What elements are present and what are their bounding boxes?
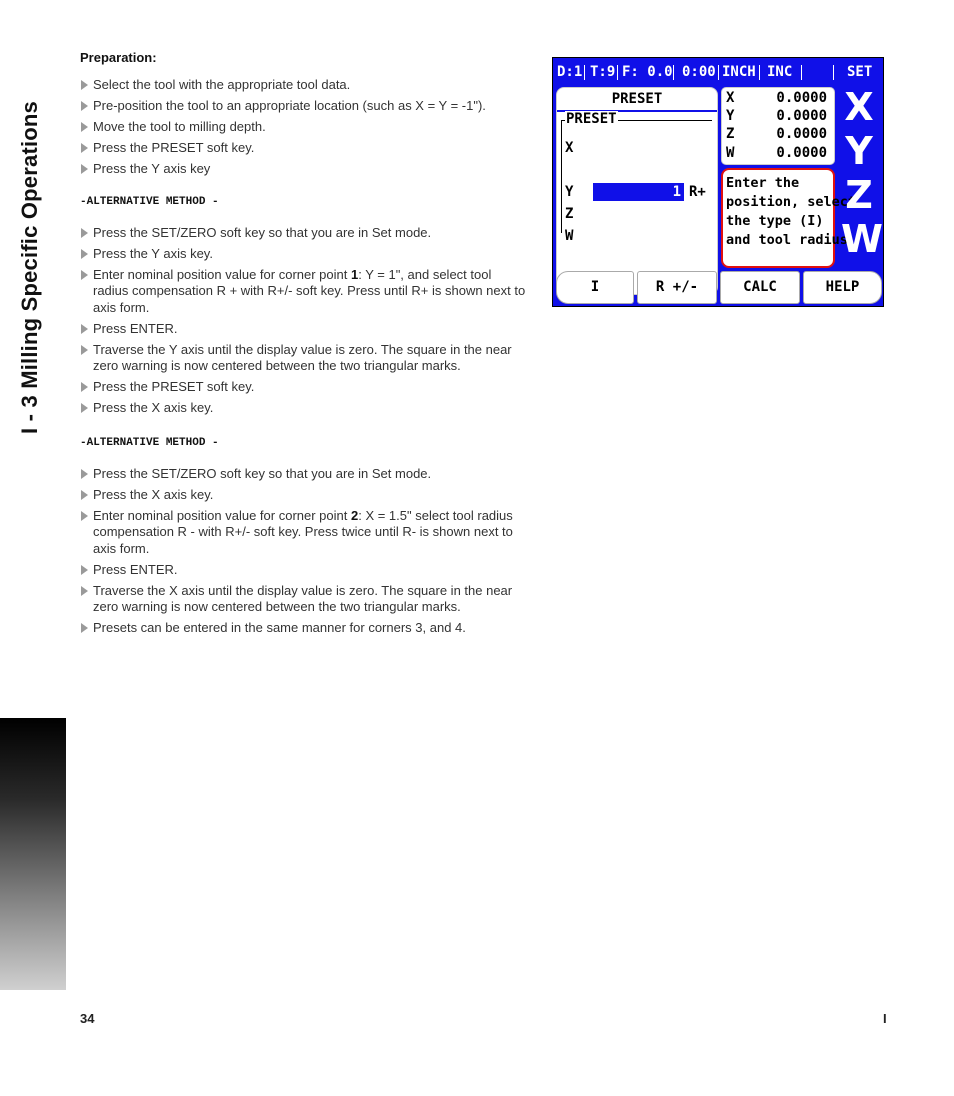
status-separator (617, 65, 618, 80)
status-separator (718, 65, 719, 80)
arrow-bullet-icon (81, 228, 88, 238)
step-text: Press the X axis key. (93, 400, 214, 415)
preset-value-input[interactable]: 1 (593, 183, 684, 201)
radius-comp-indicator: R+ (689, 184, 706, 200)
dro-readout-panel (721, 87, 835, 165)
dro-screen (552, 57, 884, 307)
arrow-bullet-icon (81, 382, 88, 392)
help-message-text: Enter the position, select the type (I) and tool radius (726, 175, 857, 248)
preset-group-label: PRESET (566, 111, 617, 127)
step-text: Press the PRESET soft key. (93, 140, 255, 155)
step-item (80, 98, 530, 115)
step-text: Press the X axis key. (93, 486, 214, 502)
step-text: Traverse the X axis until the display value is zero. The square in the near zero warning is now centered between the two triangular marks. (93, 582, 513, 614)
help-message-panel (721, 168, 857, 268)
step-item (80, 487, 530, 504)
step-item (80, 562, 530, 579)
status-mode: INC (767, 64, 793, 80)
step-item (80, 140, 530, 157)
arrow-bullet-icon (81, 565, 88, 575)
step-text: Select the tool with the appropriate tool data. (93, 77, 351, 92)
step-item (80, 161, 530, 178)
step-item (80, 321, 530, 338)
arrow-bullet-icon (81, 345, 88, 355)
arrow-bullet-icon (81, 586, 88, 596)
preset-panel-title: PRESET (557, 88, 717, 112)
step-text-before: Enter nominal position value for corner point (93, 507, 351, 523)
arrow-bullet-icon (81, 122, 88, 132)
dro-axis-label: Z (726, 126, 735, 142)
step-item (80, 466, 530, 483)
step-item (80, 267, 530, 317)
axis-key-x[interactable]: X (844, 85, 874, 129)
step-text: Presets can be entered in the same manner for corners 3, and 4. (93, 620, 466, 635)
section-letter: I (883, 1011, 887, 1026)
preset-axis-y[interactable]: Y (565, 184, 574, 200)
arrow-bullet-icon (81, 101, 88, 111)
step-item (80, 508, 530, 558)
step-text: Press ENTER. (93, 561, 178, 577)
dro-axis-value: 0.0000 (776, 126, 827, 142)
status-feed: F: 0.0 (622, 64, 673, 80)
step-text-after: : X = 1.5" select tool radius compensation R - with R+/- soft key. Press twice until R- is shown next to axis form. (93, 507, 513, 556)
status-separator (759, 65, 760, 80)
dro-axis-value: 0.0000 (776, 90, 827, 106)
arrow-bullet-icon (81, 249, 88, 259)
corner-point-number: 1 (350, 266, 359, 282)
status-datum: D:1 (557, 64, 583, 80)
step-text: Pre-position the tool to an appropriate location (such as X = Y = -1"). (93, 98, 486, 113)
step-text-before: Enter nominal position value for corner point (93, 266, 351, 282)
step-text: Press the PRESET soft key. (93, 379, 255, 394)
status-time: 0:00 (682, 64, 716, 80)
preset-axis-z[interactable]: Z (565, 206, 574, 222)
status-separator (833, 65, 834, 80)
arrow-bullet-icon (81, 143, 88, 153)
softkey-calc[interactable]: CALC (720, 271, 800, 304)
status-tool: T:9 (590, 64, 616, 80)
arrow-bullet-icon (81, 270, 88, 280)
step-text: Press the SET/ZERO soft key so that you are in Set mode. (93, 224, 432, 240)
step-text: Traverse the Y axis until the display value is zero. The square in the near zero warning is now centered between the two triangular marks. (93, 341, 512, 373)
step-text: Press ENTER. (93, 320, 178, 336)
dro-axis-value: 0.0000 (776, 108, 827, 124)
dro-axis-label: W (726, 145, 735, 161)
arrow-bullet-icon (81, 623, 88, 633)
corner-point-number: 2 (350, 507, 359, 523)
softkey-bar (556, 271, 880, 304)
step-text: Press the Y axis key. (93, 245, 213, 261)
step-item (80, 246, 530, 263)
step-text: Move the tool to milling depth. (93, 119, 266, 134)
status-bar (555, 61, 881, 83)
step-item (80, 400, 530, 417)
status-set: SET (847, 64, 873, 80)
preparation-steps (80, 77, 530, 178)
page-number: 34 (80, 1011, 95, 1026)
alternative-method-heading: -ALTERNATIVE METHOD - (80, 436, 219, 449)
step-item (80, 620, 530, 637)
dro-row-w (725, 145, 830, 163)
axis-key-z[interactable]: Z (845, 173, 873, 217)
status-separator (673, 65, 674, 80)
dro-row-z (725, 126, 830, 144)
step-item (80, 119, 530, 136)
arrow-bullet-icon (81, 80, 88, 90)
step-text: Press the SET/ZERO soft key so that you are in Set mode. (93, 465, 432, 481)
preset-axis-x[interactable]: X (565, 140, 574, 156)
softkey-r-plus-minus[interactable]: R +/- (637, 271, 717, 304)
section-side-title: I - 3 Milling Specific Operations (17, 101, 42, 434)
arrow-bullet-icon (81, 469, 88, 479)
alternative-method-heading: -ALTERNATIVE METHOD - (80, 195, 219, 208)
preset-axis-w[interactable]: W (565, 228, 574, 244)
softkey-i[interactable]: I (556, 271, 634, 304)
step-item (80, 342, 530, 375)
status-separator (801, 65, 802, 80)
softkey-help[interactable]: HELP (803, 271, 882, 304)
arrow-bullet-icon (81, 490, 88, 500)
step-text-after: : Y = 1", and select tool radius compensation R + with R+/- soft key. Press until R+ is shown next to axis form. (93, 266, 526, 315)
step-item (80, 225, 530, 242)
preparation-heading: Preparation: (80, 50, 157, 65)
arrow-bullet-icon (81, 164, 88, 174)
axis-key-y[interactable]: Y (845, 129, 873, 173)
arrow-bullet-icon (81, 403, 88, 413)
preset-panel (556, 87, 718, 295)
status-separator (584, 65, 585, 80)
dro-axis-label: X (726, 90, 735, 106)
step-item (80, 583, 530, 616)
step-text: Press the Y axis key (93, 161, 211, 176)
dro-axis-label: Y (726, 108, 735, 124)
dro-row-y (725, 108, 830, 126)
dro-axis-value: 0.0000 (776, 145, 827, 161)
alternative-steps-1 (80, 225, 530, 417)
axis-key-w[interactable]: W (841, 217, 883, 261)
arrow-bullet-icon (81, 324, 88, 334)
side-gradient-band (0, 718, 66, 990)
preset-group-frame (561, 120, 712, 233)
main-content (80, 50, 530, 641)
step-item (80, 77, 530, 94)
alternative-steps-2 (80, 466, 530, 637)
status-unit: INCH (722, 64, 756, 80)
step-item (80, 379, 530, 396)
arrow-bullet-icon (81, 511, 88, 521)
dro-row-x (725, 90, 830, 108)
